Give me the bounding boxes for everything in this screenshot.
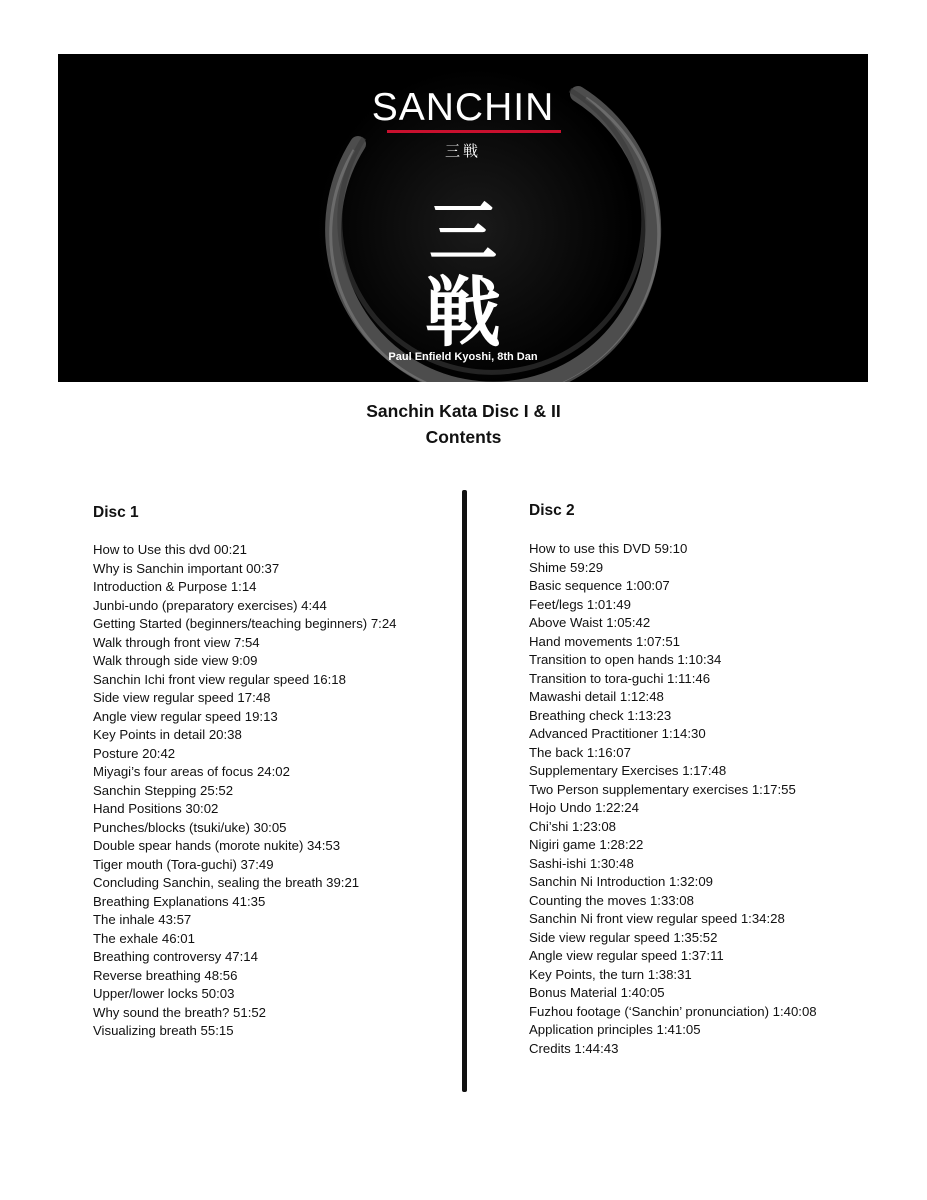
list-item: Advanced Practitioner 1:14:30	[529, 726, 706, 741]
list-item: Chi’shi 1:23:08	[529, 818, 616, 834]
list-item: How to Use this dvd 00:21	[93, 542, 247, 557]
list-item: Two Person supplementary exercises 1:17:55	[529, 781, 796, 797]
document-title: Sanchin Kata Disc I & II	[366, 401, 561, 421]
list-item: Application principles 1:41:05	[529, 1022, 701, 1037]
list-item: Concluding Sanchin, sealing the breath 39:21	[93, 875, 360, 890]
brand-underline	[387, 130, 561, 133]
list-item: Sanchin Ichi front view regular speed 16:18	[93, 671, 346, 687]
brand-kanji: 三戦	[444, 142, 481, 160]
list-item: Walk through side view 9:09	[93, 653, 258, 668]
list-item: Sanchin Stepping 25:52	[93, 782, 234, 798]
list-item: Getting Started (beginners/teaching beginners) 7:24	[93, 616, 397, 631]
list-item: Visualizing breath 55:15	[93, 1023, 234, 1038]
disc2-heading: Disc 2	[529, 502, 575, 519]
list-item: Credits 1:44:43	[529, 1040, 619, 1056]
list-item: Transition to tora-guchi 1:11:46	[529, 670, 711, 686]
list-item: Angle view regular speed 19:13	[93, 708, 278, 724]
column-divider	[462, 490, 467, 1092]
list-item: Tiger mouth (Tora-guchi) 37:49	[93, 856, 274, 872]
list-item: Breathing check 1:13:23	[529, 707, 672, 723]
list-item: Mawashi detail 1:12:48	[529, 689, 664, 704]
list-item: Why sound the breath? 51:52	[93, 1004, 267, 1020]
list-item: How to use this DVD 59:10	[529, 541, 688, 556]
calligraphy-kanji-bottom: 戦	[425, 268, 501, 357]
disc1-heading: Disc 1	[93, 504, 139, 521]
list-item: Nigiri game 1:28:22	[529, 837, 644, 852]
list-item: Transition to open hands 1:10:34	[529, 652, 722, 667]
list-item: Double spear hands (morote nukite) 34:53	[93, 838, 341, 853]
list-item: Fuzhou footage (‘Sanchin’ pronunciation) 1:40:08	[529, 1003, 817, 1019]
list-item: Supplementary Exercises 1:17:48	[529, 763, 727, 778]
list-item: Angle view regular speed 1:37:11	[529, 948, 724, 963]
list-item: Breathing controversy 47:14	[93, 949, 258, 964]
list-item: The inhale 43:57	[93, 912, 192, 927]
list-item: Bonus Material 1:40:05	[529, 985, 665, 1000]
list-item: Punches/blocks (tsuki/uke) 30:05	[93, 819, 287, 835]
list-item: Hojo Undo 1:22:24	[529, 800, 639, 815]
list-item: Breathing Explanations 41:35	[93, 893, 266, 909]
list-item: The exhale 46:01	[93, 930, 195, 946]
list-item: Sanchin Ni Introduction 1:32:09	[529, 874, 714, 889]
list-item: Junbi-undo (preparatory exercises) 4:44	[93, 597, 327, 613]
list-item: Miyagi’s four areas of focus 24:02	[93, 764, 290, 779]
list-item: Walk through front view 7:54	[93, 634, 260, 650]
list-item: Key Points, the turn 1:38:31	[529, 966, 692, 982]
author-credit: Paul Enfield Kyoshi, 8th Dan	[388, 351, 538, 363]
cover-banner	[58, 54, 868, 382]
list-item: Shime 59:29	[529, 559, 604, 575]
list-item: Basic sequence 1:00:07	[529, 578, 670, 593]
list-item: Introduction & Purpose 1:14	[93, 579, 257, 594]
list-item: Side view regular speed 1:35:52	[529, 929, 718, 945]
document-subtitle: Contents	[425, 427, 502, 447]
list-item: Side view regular speed 17:48	[93, 690, 271, 705]
list-item: Hand movements 1:07:51	[529, 633, 681, 649]
list-item: The back 1:16:07	[529, 744, 631, 760]
calligraphy-kanji-top: 三	[428, 193, 497, 273]
list-item: Feet/legs 1:01:49	[529, 596, 631, 612]
list-item: Key Points in detail 20:38	[93, 727, 242, 742]
disc1-contents-list	[93, 541, 397, 1041]
list-item: Sashi-ishi 1:30:48	[529, 855, 634, 871]
list-item: Sanchin Ni front view regular speed 1:34:28	[529, 911, 785, 926]
list-item: Upper/lower locks 50:03	[93, 986, 235, 1001]
list-item: Hand Positions 30:02	[93, 801, 219, 816]
list-item: Counting the moves 1:33:08	[529, 892, 694, 908]
list-item: Above Waist 1:05:42	[529, 615, 651, 630]
list-item: Reverse breathing 48:56	[93, 967, 238, 983]
list-item: Posture 20:42	[93, 745, 176, 761]
brand-title: SANCHIN	[371, 86, 555, 129]
disc2-contents-list	[529, 540, 817, 1058]
list-item: Why is Sanchin important 00:37	[93, 560, 280, 576]
